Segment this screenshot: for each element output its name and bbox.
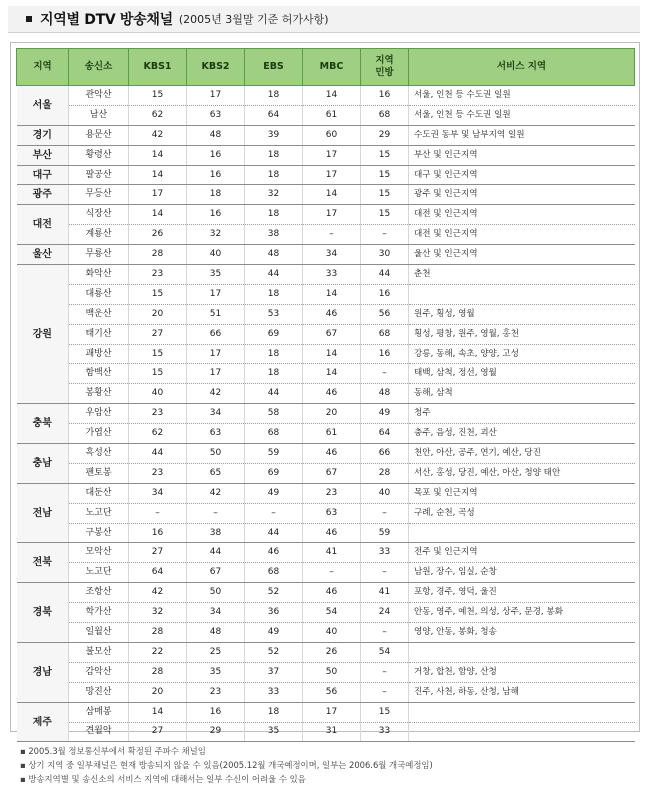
- local-cell: 15: [361, 165, 409, 185]
- kbs2-cell: 17: [187, 344, 245, 364]
- kbs2-cell: 66: [187, 324, 245, 344]
- region-cell: 경남: [17, 642, 69, 702]
- table-row: [17, 344, 635, 364]
- kbs1-cell: 20: [129, 304, 187, 324]
- header-ebs: EBS: [245, 49, 303, 86]
- site-cell: 무룡산: [69, 245, 129, 265]
- local-cell: –: [361, 225, 409, 245]
- ebs-cell: 44: [245, 523, 303, 543]
- region-cell: 대전: [17, 205, 69, 245]
- mbc-cell: 60: [303, 125, 361, 145]
- site-cell: 감악산: [69, 662, 129, 682]
- table-row: [17, 304, 635, 324]
- ebs-cell: 69: [245, 324, 303, 344]
- local-cell: 15: [361, 185, 409, 205]
- kbs2-cell: 40: [187, 245, 245, 265]
- header-site: 송신소: [69, 49, 129, 86]
- ebs-cell: 35: [245, 722, 303, 742]
- site-cell: 팬토봉: [69, 463, 129, 483]
- table-row: [17, 583, 635, 603]
- mbc-cell: 40: [303, 623, 361, 643]
- mbc-cell: 56: [303, 682, 361, 702]
- service-area-cell: 수도권 동부 및 남부지역 일원: [409, 125, 635, 145]
- table-row: [17, 722, 635, 742]
- mbc-cell: 46: [303, 523, 361, 543]
- kbs2-cell: 35: [187, 265, 245, 285]
- service-area-cell: [409, 523, 635, 543]
- kbs1-cell: 15: [129, 344, 187, 364]
- ebs-cell: 53: [245, 304, 303, 324]
- local-cell: –: [361, 662, 409, 682]
- kbs2-cell: 65: [187, 463, 245, 483]
- mbc-cell: 17: [303, 702, 361, 722]
- mbc-cell: 46: [303, 304, 361, 324]
- header-local-broadcaster: 지역 민방: [361, 49, 409, 86]
- table-row: [17, 523, 635, 543]
- table-row: [17, 145, 635, 165]
- kbs2-cell: 25: [187, 642, 245, 662]
- site-cell: 계룡산: [69, 225, 129, 245]
- local-cell: 16: [361, 344, 409, 364]
- table-row: [17, 384, 635, 404]
- ebs-cell: 18: [245, 86, 303, 106]
- table-row: [17, 165, 635, 185]
- square-bullet-icon: [26, 16, 32, 22]
- ebs-cell: 68: [245, 563, 303, 583]
- kbs1-cell: 14: [129, 145, 187, 165]
- mbc-cell: 14: [303, 185, 361, 205]
- kbs1-cell: 27: [129, 324, 187, 344]
- kbs1-cell: 28: [129, 245, 187, 265]
- region-cell: 경기: [17, 125, 69, 145]
- kbs2-cell: 51: [187, 304, 245, 324]
- kbs1-cell: 28: [129, 623, 187, 643]
- ebs-cell: 18: [245, 284, 303, 304]
- table-row: [17, 662, 635, 682]
- service-area-cell: [409, 284, 635, 304]
- mbc-cell: 46: [303, 444, 361, 464]
- region-cell: 서울: [17, 86, 69, 126]
- service-area-cell: [409, 702, 635, 722]
- local-cell: 68: [361, 324, 409, 344]
- local-cell: –: [361, 503, 409, 523]
- kbs2-cell: 17: [187, 284, 245, 304]
- mbc-cell: 23: [303, 483, 361, 503]
- site-cell: 무등산: [69, 185, 129, 205]
- kbs1-cell: 42: [129, 583, 187, 603]
- table-row: [17, 682, 635, 702]
- ebs-cell: 64: [245, 105, 303, 125]
- mbc-cell: 17: [303, 205, 361, 225]
- mbc-cell: 54: [303, 603, 361, 623]
- local-cell: 68: [361, 105, 409, 125]
- site-cell: 모악산: [69, 543, 129, 563]
- local-cell: 15: [361, 145, 409, 165]
- kbs2-cell: 34: [187, 404, 245, 424]
- kbs2-cell: 18: [187, 185, 245, 205]
- region-cell: 충남: [17, 444, 69, 484]
- local-cell: 44: [361, 265, 409, 285]
- service-area-cell: 춘천: [409, 265, 635, 285]
- mbc-cell: 63: [303, 503, 361, 523]
- kbs2-cell: 42: [187, 384, 245, 404]
- service-area-cell: 안동, 영주, 예천, 의성, 상주, 문경, 봉화: [409, 603, 635, 623]
- kbs2-cell: 63: [187, 105, 245, 125]
- local-cell: 49: [361, 404, 409, 424]
- kbs1-cell: 27: [129, 543, 187, 563]
- kbs2-cell: 32: [187, 225, 245, 245]
- site-cell: 우암산: [69, 404, 129, 424]
- kbs1-cell: 15: [129, 284, 187, 304]
- site-cell: 봉황산: [69, 384, 129, 404]
- site-cell: 황령산: [69, 145, 129, 165]
- site-cell: 조항산: [69, 583, 129, 603]
- local-cell: 40: [361, 483, 409, 503]
- mbc-cell: –: [303, 563, 361, 583]
- region-cell: 경북: [17, 583, 69, 643]
- kbs2-cell: 50: [187, 444, 245, 464]
- site-cell: 화악산: [69, 265, 129, 285]
- service-area-cell: 동해, 삼척: [409, 384, 635, 404]
- ebs-cell: 59: [245, 444, 303, 464]
- mbc-cell: 17: [303, 165, 361, 185]
- kbs1-cell: –: [129, 503, 187, 523]
- service-area-cell: 청주: [409, 404, 635, 424]
- kbs1-cell: 40: [129, 384, 187, 404]
- site-cell: 삼매봉: [69, 702, 129, 722]
- service-area-cell: 영양, 안동, 봉화, 청송: [409, 623, 635, 643]
- site-cell: 대둔산: [69, 483, 129, 503]
- table-row: [17, 543, 635, 563]
- service-area-cell: 대구 및 인근지역: [409, 165, 635, 185]
- ebs-cell: 69: [245, 463, 303, 483]
- service-area-cell: 천안, 아산, 공주, 연기, 예산, 당진: [409, 444, 635, 464]
- ebs-cell: 58: [245, 404, 303, 424]
- kbs2-cell: 50: [187, 583, 245, 603]
- ebs-cell: 46: [245, 543, 303, 563]
- kbs1-cell: 34: [129, 483, 187, 503]
- site-cell: 망진산: [69, 682, 129, 702]
- local-cell: 15: [361, 205, 409, 225]
- region-cell: 제주: [17, 702, 69, 742]
- kbs2-cell: 44: [187, 543, 245, 563]
- local-cell: 56: [361, 304, 409, 324]
- service-area-cell: 서울, 인천 등 수도권 일원: [409, 105, 635, 125]
- mbc-cell: 50: [303, 662, 361, 682]
- site-cell: 흑성산: [69, 444, 129, 464]
- table-row: [17, 424, 635, 444]
- kbs1-cell: 62: [129, 105, 187, 125]
- table-row: [17, 503, 635, 523]
- kbs2-cell: 29: [187, 722, 245, 742]
- mbc-cell: –: [303, 225, 361, 245]
- local-cell: 41: [361, 583, 409, 603]
- local-cell: –: [361, 623, 409, 643]
- mbc-cell: 34: [303, 245, 361, 265]
- kbs1-cell: 14: [129, 205, 187, 225]
- page-subtitle: (2005년 3월말 기준 허가사항): [178, 13, 329, 26]
- site-cell: 대룡산: [69, 284, 129, 304]
- ebs-cell: 48: [245, 245, 303, 265]
- mbc-cell: 31: [303, 722, 361, 742]
- mbc-cell: 67: [303, 324, 361, 344]
- service-area-cell: [409, 642, 635, 662]
- local-cell: 33: [361, 543, 409, 563]
- site-cell: 일월산: [69, 623, 129, 643]
- service-area-cell: 횡성, 평창, 원주, 영월, 홍천: [409, 324, 635, 344]
- service-area-cell: 대전 및 인근지역: [409, 225, 635, 245]
- table-row: [17, 702, 635, 722]
- mbc-cell: 61: [303, 424, 361, 444]
- site-cell: 가엽산: [69, 424, 129, 444]
- ebs-cell: 33: [245, 682, 303, 702]
- kbs2-cell: 16: [187, 702, 245, 722]
- kbs1-cell: 20: [129, 682, 187, 702]
- table-body: [17, 86, 635, 742]
- table-row: [17, 404, 635, 424]
- ebs-cell: –: [245, 503, 303, 523]
- kbs2-cell: 48: [187, 623, 245, 643]
- site-cell: 노고단: [69, 503, 129, 523]
- site-cell: 팔공산: [69, 165, 129, 185]
- kbs1-cell: 42: [129, 125, 187, 145]
- local-cell: 24: [361, 603, 409, 623]
- kbs2-cell: 38: [187, 523, 245, 543]
- ebs-cell: 18: [245, 165, 303, 185]
- footnote: ▪ 상기 지역 중 일부채널은 현재 방송되지 않을 수 있음(2005.12월 개국예정이며, 일부는 2006.6월 개국예정임): [20, 760, 433, 770]
- service-area-cell: [409, 722, 635, 742]
- kbs2-cell: 42: [187, 483, 245, 503]
- local-cell: 64: [361, 424, 409, 444]
- site-cell: 함백산: [69, 364, 129, 384]
- header-service-area: 서비스 지역: [409, 49, 635, 86]
- table-row: [17, 86, 635, 106]
- table-row: [17, 623, 635, 643]
- ebs-cell: 49: [245, 623, 303, 643]
- site-cell: 학가산: [69, 603, 129, 623]
- site-cell: 괘방산: [69, 344, 129, 364]
- service-area-cell: 구례, 순천, 곡성: [409, 503, 635, 523]
- ebs-cell: 44: [245, 265, 303, 285]
- ebs-cell: 18: [245, 364, 303, 384]
- kbs2-cell: 16: [187, 145, 245, 165]
- ebs-cell: 68: [245, 424, 303, 444]
- kbs1-cell: 23: [129, 463, 187, 483]
- service-area-cell: 진주, 사천, 하동, 산청, 남해: [409, 682, 635, 702]
- service-area-cell: 서울, 인천 등 수도권 일원: [409, 86, 635, 106]
- table-row: [17, 185, 635, 205]
- service-area-cell: 포항, 경주, 영덕, 울진: [409, 583, 635, 603]
- ebs-cell: 18: [245, 344, 303, 364]
- service-area-cell: 광주 및 인근지역: [409, 185, 635, 205]
- kbs1-cell: 16: [129, 523, 187, 543]
- table-row: [17, 603, 635, 623]
- table-row: [17, 105, 635, 125]
- local-cell: 54: [361, 642, 409, 662]
- site-cell: 용문산: [69, 125, 129, 145]
- region-cell: 전남: [17, 483, 69, 543]
- region-cell: 전북: [17, 543, 69, 583]
- service-area-cell: 부산 및 인근지역: [409, 145, 635, 165]
- table-row: [17, 125, 635, 145]
- kbs1-cell: 23: [129, 265, 187, 285]
- footnote: ▪ 2005.3월 정보통신부에서 확정된 주파수 채널임: [20, 746, 206, 756]
- region-cell: 강원: [17, 265, 69, 404]
- region-cell: 울산: [17, 245, 69, 265]
- kbs1-cell: 28: [129, 662, 187, 682]
- table-row: [17, 642, 635, 662]
- table-row: [17, 265, 635, 285]
- header-region: 지역: [17, 49, 69, 86]
- local-cell: –: [361, 364, 409, 384]
- ebs-cell: 49: [245, 483, 303, 503]
- service-area-cell: 대전 및 인근지역: [409, 205, 635, 225]
- local-cell: 29: [361, 125, 409, 145]
- header-mbc: MBC: [303, 49, 361, 86]
- kbs1-cell: 26: [129, 225, 187, 245]
- kbs1-cell: 62: [129, 424, 187, 444]
- region-cell: 광주: [17, 185, 69, 205]
- service-area-cell: 강릉, 동해, 속초, 양양, 고성: [409, 344, 635, 364]
- ebs-cell: 39: [245, 125, 303, 145]
- mbc-cell: 17: [303, 145, 361, 165]
- service-area-cell: 목포 및 인근지역: [409, 483, 635, 503]
- table-row: [17, 364, 635, 384]
- table-row: [17, 284, 635, 304]
- local-cell: 33: [361, 722, 409, 742]
- mbc-cell: 41: [303, 543, 361, 563]
- footnote: ▪ 방송지역별 및 송신소의 서비스 지역에 대해서는 일부 수신이 어려울 수 있음: [20, 774, 306, 784]
- title-bar: [8, 6, 640, 33]
- kbs2-cell: 16: [187, 205, 245, 225]
- kbs2-cell: –: [187, 503, 245, 523]
- kbs1-cell: 27: [129, 722, 187, 742]
- local-cell: 16: [361, 284, 409, 304]
- site-cell: 태기산: [69, 324, 129, 344]
- mbc-cell: 61: [303, 105, 361, 125]
- ebs-cell: 38: [245, 225, 303, 245]
- table-row: [17, 324, 635, 344]
- table-row: [17, 563, 635, 583]
- mbc-cell: 67: [303, 463, 361, 483]
- table-row: [17, 225, 635, 245]
- service-area-cell: 울산 및 인근지역: [409, 245, 635, 265]
- kbs1-cell: 14: [129, 165, 187, 185]
- service-area-cell: 서산, 홍성, 당진, 예산, 아산, 청양 태안: [409, 463, 635, 483]
- region-cell: 충북: [17, 404, 69, 444]
- service-area-cell: 거창, 합천, 함양, 산청: [409, 662, 635, 682]
- local-cell: 15: [361, 702, 409, 722]
- kbs2-cell: 48: [187, 125, 245, 145]
- table-row: [17, 483, 635, 503]
- local-cell: –: [361, 682, 409, 702]
- footnotes: [20, 744, 433, 786]
- kbs1-cell: 15: [129, 364, 187, 384]
- local-cell: –: [361, 563, 409, 583]
- page-title: 지역별 DTV 방송채널: [40, 12, 173, 28]
- local-cell: 28: [361, 463, 409, 483]
- kbs2-cell: 63: [187, 424, 245, 444]
- local-cell: 30: [361, 245, 409, 265]
- kbs2-cell: 34: [187, 603, 245, 623]
- site-cell: 식장산: [69, 205, 129, 225]
- site-cell: 남산: [69, 105, 129, 125]
- mbc-cell: 14: [303, 86, 361, 106]
- kbs1-cell: 14: [129, 702, 187, 722]
- service-area-cell: 원주, 횡성, 영월: [409, 304, 635, 324]
- channel-table: [16, 48, 635, 742]
- table-row: [17, 463, 635, 483]
- table-row: [17, 205, 635, 225]
- kbs1-cell: 23: [129, 404, 187, 424]
- ebs-cell: 44: [245, 384, 303, 404]
- mbc-cell: 33: [303, 265, 361, 285]
- mbc-cell: 46: [303, 583, 361, 603]
- ebs-cell: 52: [245, 642, 303, 662]
- ebs-cell: 37: [245, 662, 303, 682]
- mbc-cell: 20: [303, 404, 361, 424]
- mbc-cell: 14: [303, 284, 361, 304]
- kbs2-cell: 17: [187, 86, 245, 106]
- site-cell: 불모산: [69, 642, 129, 662]
- mbc-cell: 14: [303, 364, 361, 384]
- table-row: [17, 245, 635, 265]
- service-area-cell: 전주 및 인근지역: [409, 543, 635, 563]
- kbs1-cell: 15: [129, 86, 187, 106]
- local-cell: 59: [361, 523, 409, 543]
- table-row: [17, 444, 635, 464]
- ebs-cell: 18: [245, 702, 303, 722]
- site-cell: 노고단: [69, 563, 129, 583]
- kbs1-cell: 22: [129, 642, 187, 662]
- site-cell: 견월악: [69, 722, 129, 742]
- mbc-cell: 26: [303, 642, 361, 662]
- site-cell: 백운산: [69, 304, 129, 324]
- kbs1-cell: 17: [129, 185, 187, 205]
- kbs2-cell: 16: [187, 165, 245, 185]
- mbc-cell: 46: [303, 384, 361, 404]
- service-area-cell: 충주, 음성, 진천, 괴산: [409, 424, 635, 444]
- ebs-cell: 32: [245, 185, 303, 205]
- ebs-cell: 18: [245, 145, 303, 165]
- header-kbs1: KBS1: [129, 49, 187, 86]
- site-cell: 관악산: [69, 86, 129, 106]
- ebs-cell: 52: [245, 583, 303, 603]
- table-frame: [10, 42, 640, 737]
- header-kbs2: KBS2: [187, 49, 245, 86]
- service-area-cell: 태백, 삼척, 정선, 영월: [409, 364, 635, 384]
- kbs2-cell: 67: [187, 563, 245, 583]
- kbs1-cell: 32: [129, 603, 187, 623]
- ebs-cell: 18: [245, 205, 303, 225]
- ebs-cell: 36: [245, 603, 303, 623]
- kbs1-cell: 64: [129, 563, 187, 583]
- kbs2-cell: 17: [187, 364, 245, 384]
- region-cell: 대구: [17, 165, 69, 185]
- kbs1-cell: 44: [129, 444, 187, 464]
- local-cell: 16: [361, 86, 409, 106]
- region-cell: 부산: [17, 145, 69, 165]
- table-header-row: [17, 49, 635, 86]
- local-cell: 48: [361, 384, 409, 404]
- site-cell: 구봉산: [69, 523, 129, 543]
- kbs2-cell: 35: [187, 662, 245, 682]
- local-cell: 66: [361, 444, 409, 464]
- service-area-cell: 남원, 장수, 임실, 순창: [409, 563, 635, 583]
- kbs2-cell: 23: [187, 682, 245, 702]
- mbc-cell: 14: [303, 344, 361, 364]
